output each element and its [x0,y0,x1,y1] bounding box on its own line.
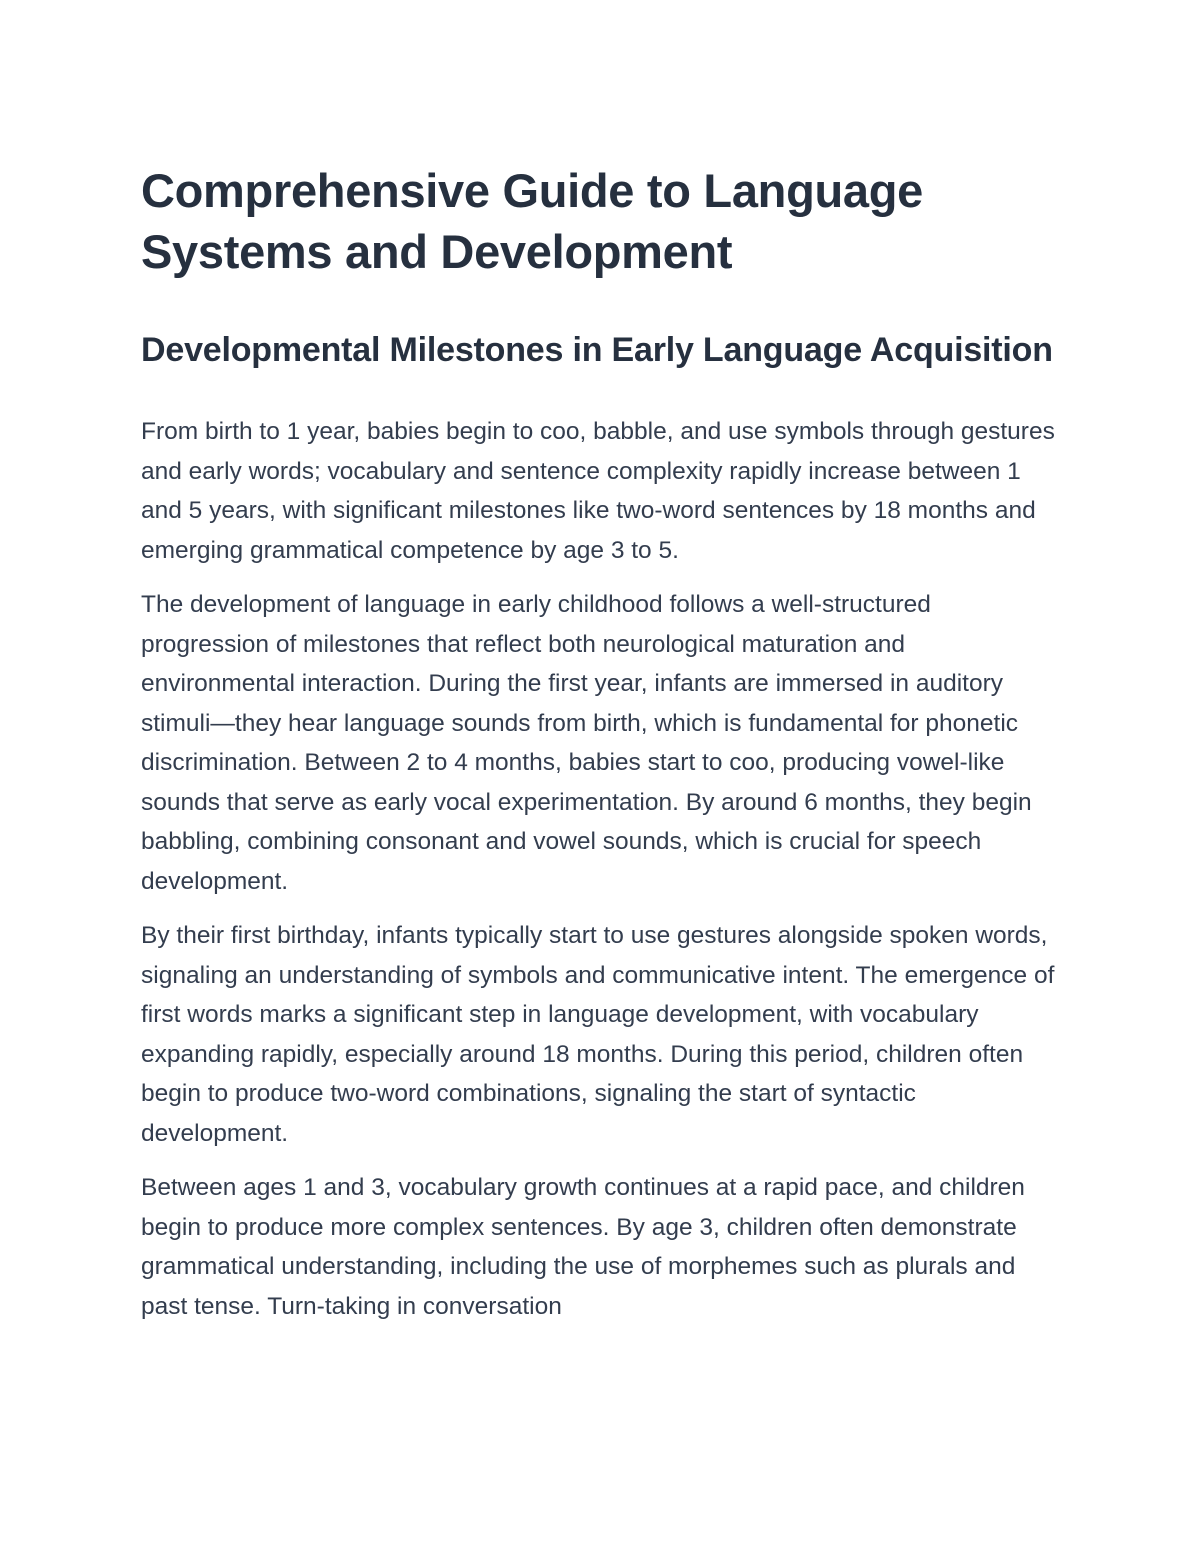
paragraph-first-birthday: By their first birthday, infants typically start to use gestures alongside spoken words, signaling an understanding of symbols and communicative intent. The emergence of first words marks a significant step in language development, with vocabulary expanding rapidly, especially around 18 months. During this period, children often begin to produce two-word combinations, signaling the start of syntactic development. [141,922,1055,1147]
document-page [141,160,1061,1341]
paragraph-summary: From birth to 1 year, babies begin to coo, babble, and use symbols through gestures and early words; vocabulary and sentence complexity rapidly increase between 1 and 5 years, with significant milestones like two-word sentences by 18 months and emerging grammatical competence by age 3 to 5. [141,418,1055,564]
paragraph-first-year: The development of language in early childhood follows a well-structured progression of milestones that reflect both neurological maturation and environmental interaction. During the first year, infants are immersed in auditory stimuli—they hear language sounds from birth, which is fundamental for phonetic discrimination. Between 2 to 4 months, babies start to coo, producing vowel-like sounds that serve as early vocal experimentation. By around 6 months, they begin babbling, combining consonant and vowel sounds, which is crucial for speech development. [141,591,1032,895]
document-title: Comprehensive Guide to Language Systems and Development [141,164,923,278]
paragraph-ages-one-to-three: Between ages 1 and 3, vocabulary growth continues at a rapid pace, and children begin to produce more complex sentences. By age 3, children often demonstrate grammatical understanding, including the use of morphemes such as plurals and past tense. Turn-taking in conversation [141,1174,1025,1320]
section-heading: Developmental Milestones in Early Language Acquisition [141,331,1053,369]
